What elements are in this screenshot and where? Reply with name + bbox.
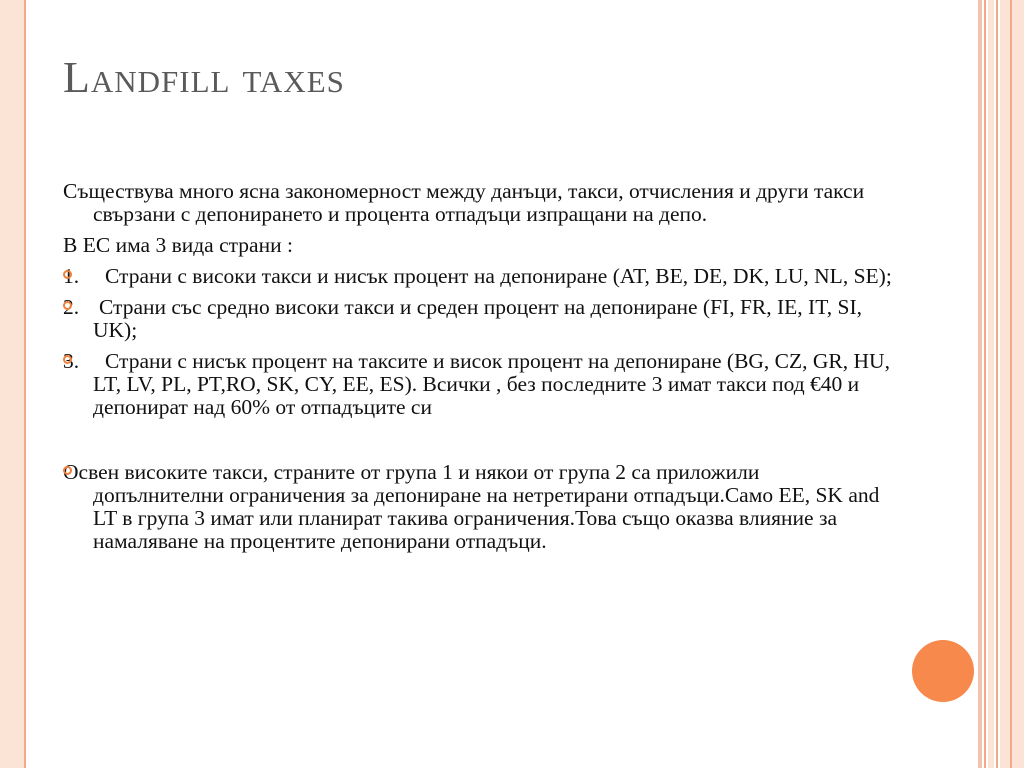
group-text: Страни със средно високи такси и среден процент на депониране (FI, FR, IE, IT, SI, UK); bbox=[93, 295, 862, 342]
list-item bbox=[63, 350, 893, 419]
slide-title: Landfill taxes bbox=[63, 53, 345, 102]
slide-body bbox=[63, 180, 893, 561]
list-item bbox=[63, 265, 893, 288]
orange-circle-decoration bbox=[912, 640, 974, 702]
right-stripe bbox=[1010, 0, 1012, 768]
right-stripe bbox=[1000, 0, 1024, 768]
eu-country-types-line: В ЕС има 3 вида страни : bbox=[63, 233, 293, 257]
ring-bullet-icon bbox=[63, 301, 72, 310]
left-margin-line bbox=[24, 0, 26, 768]
group-number: 2. bbox=[63, 295, 80, 319]
group-number: 3. bbox=[63, 349, 80, 373]
ring-bullet-icon bbox=[63, 355, 72, 364]
left-margin-band bbox=[0, 0, 24, 768]
group-number: 1. bbox=[63, 264, 80, 288]
intro-paragraph: Съществува много ясна закономерност между данъци, такси, отчисления и други такси свързани с депонирането и процента отпадъци изпращани на депо. bbox=[63, 179, 865, 226]
right-stripe bbox=[978, 0, 982, 768]
list-item bbox=[63, 461, 893, 553]
ring-bullet-icon bbox=[63, 466, 72, 475]
group-text: Страни с нисък процент на таксите и висок процент на депониране (BG, CZ, GR, HU, LT, LV, PL, PT,RO, SK, CY, EE, ES). Всички , без последните 3 имат такси под €40 и депонират над 60% от отпадъците си bbox=[93, 349, 890, 419]
right-stripe bbox=[996, 0, 998, 768]
list-item bbox=[63, 296, 893, 342]
right-stripe bbox=[984, 0, 986, 768]
right-stripe bbox=[988, 0, 994, 768]
ring-bullet-icon bbox=[63, 270, 72, 279]
closing-text: Освен високите такси, страните от група 1 и някои от група 2 са приложили допълнителни ограничения за депониране на нетретирани отпадъци.Само EE, SK and LT в група 3 имат или планират такива ограничения.Това също оказва влияние за намаляване на процентите депонирани отпадъци. bbox=[63, 460, 880, 553]
group-text: Страни с високи такси и нисък процент на депониране (AT, BE, DE, DK, LU, NL, SE); bbox=[105, 264, 892, 288]
